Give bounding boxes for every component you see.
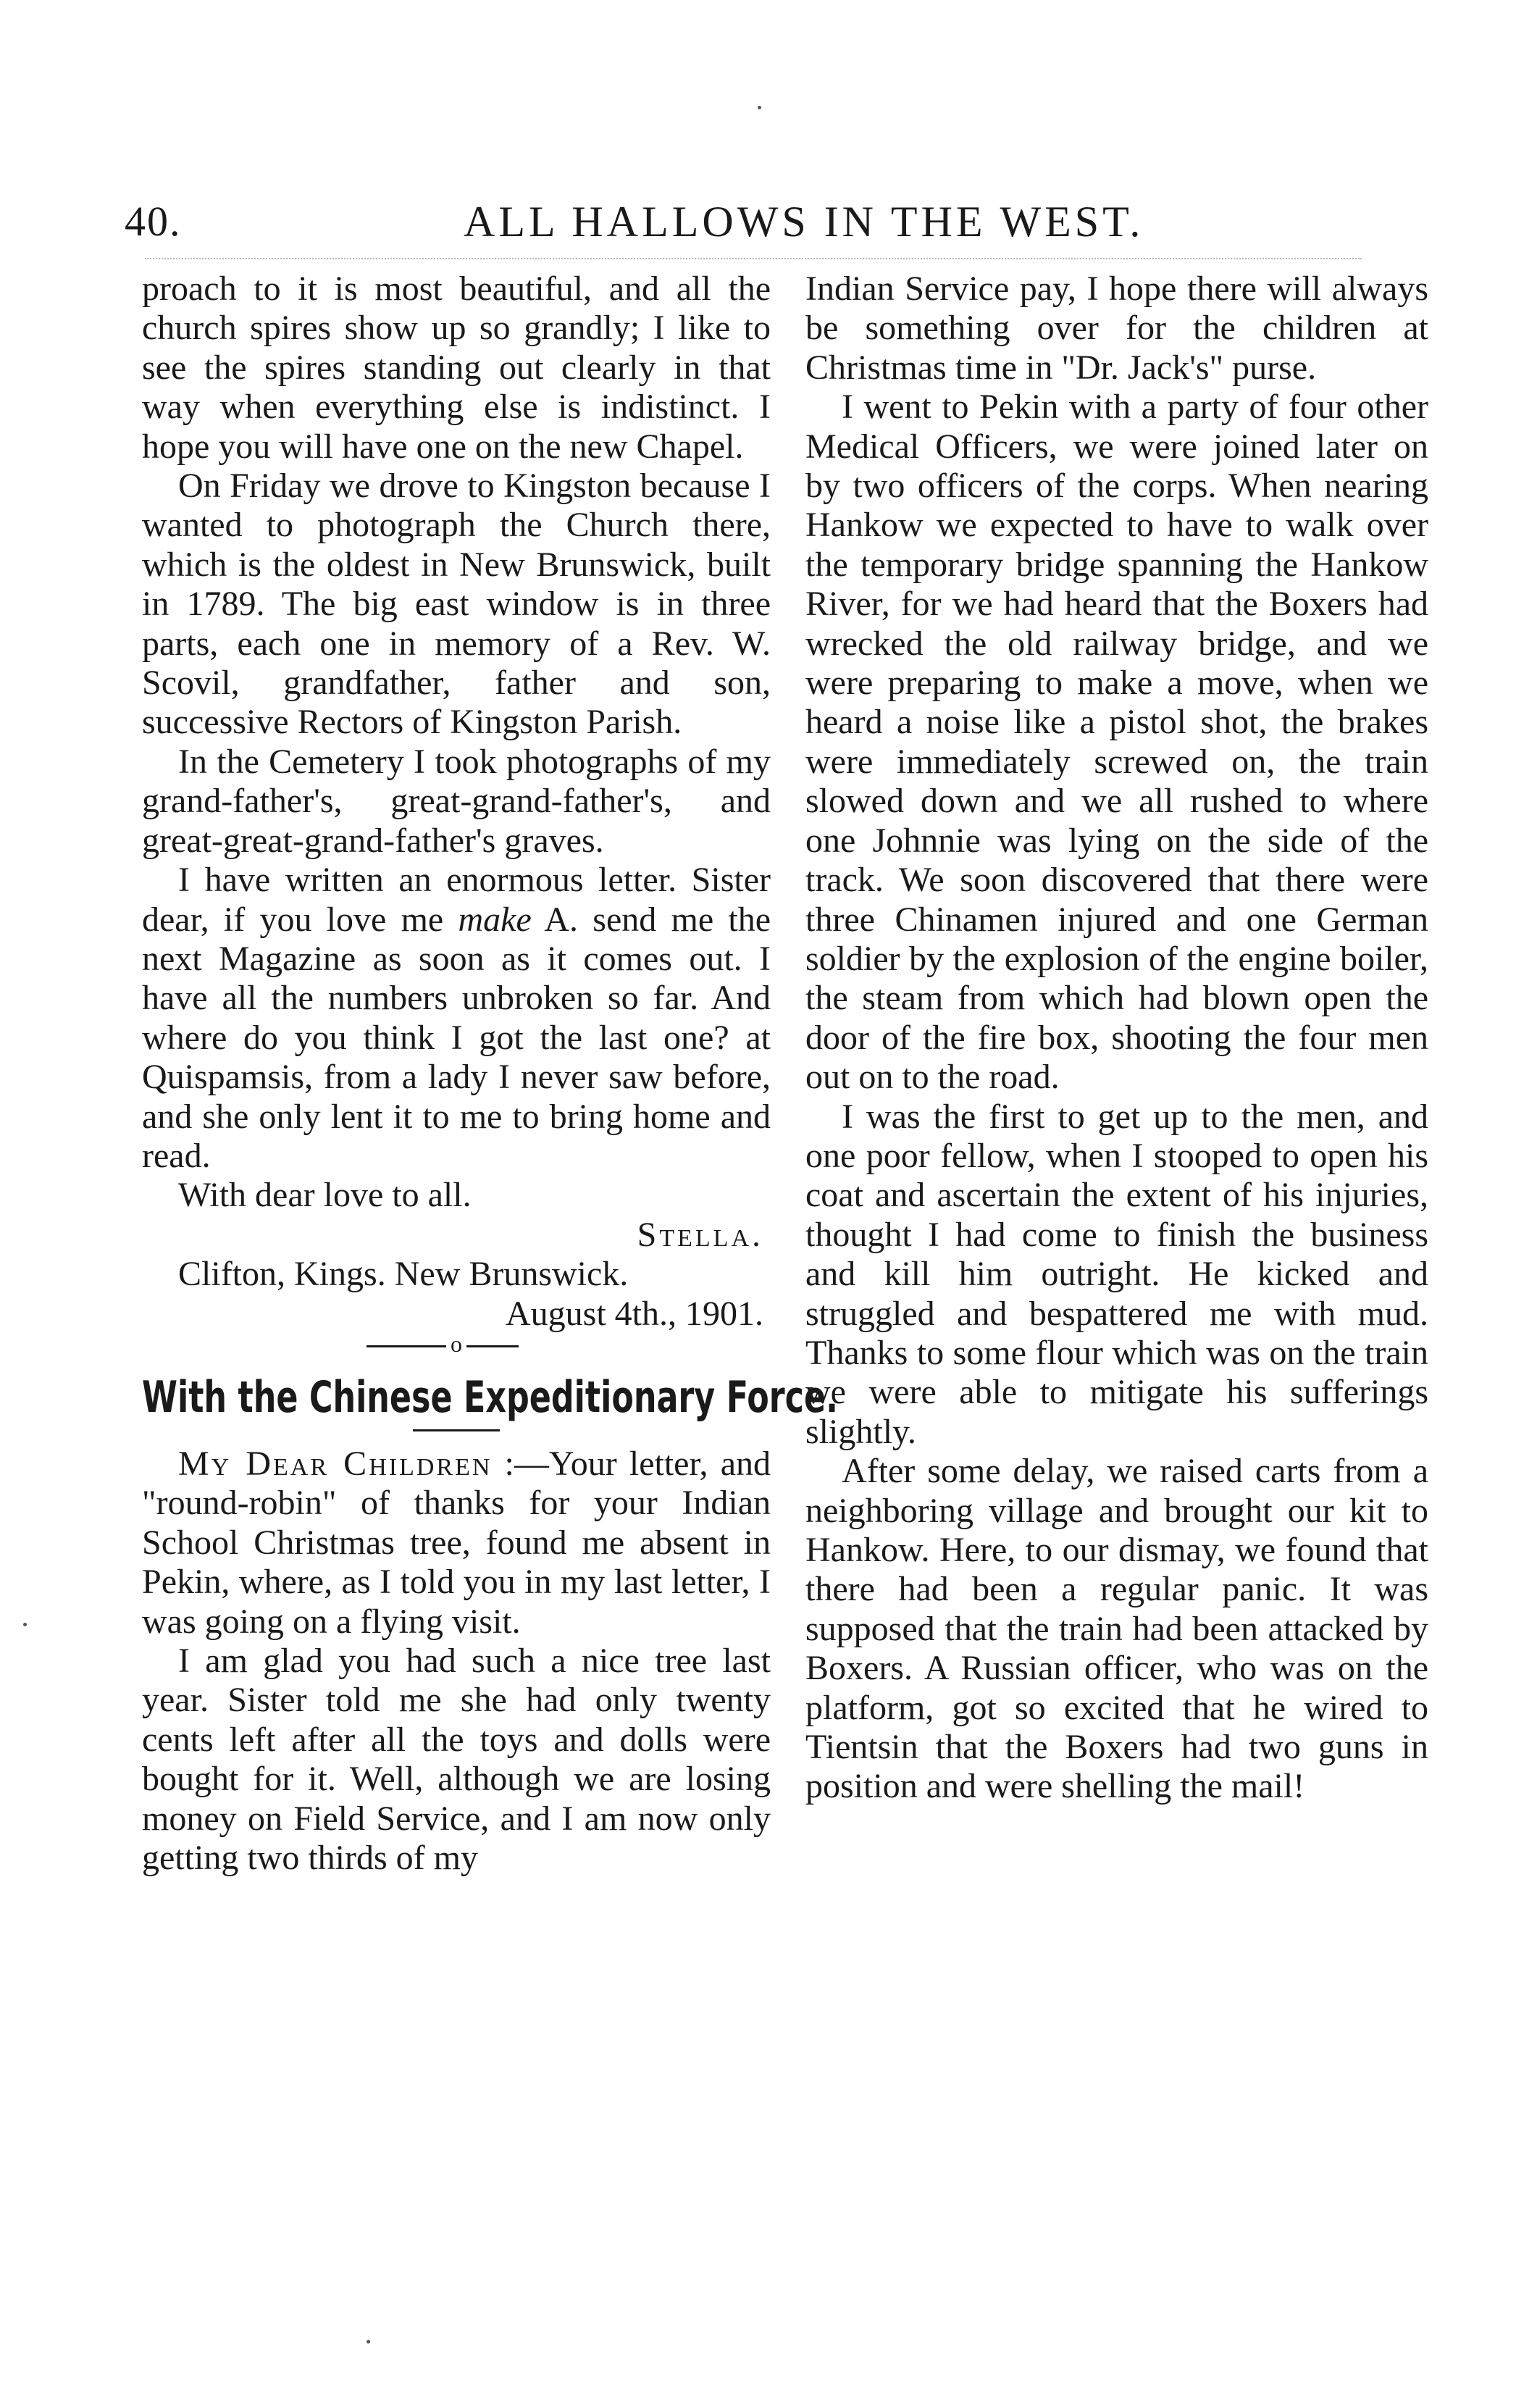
left-paragraph-1: proach to it is most beautiful, and all the church spires show up so grandly; I like to see the spires standing out clearly in that way when everything else is indistinct. I hope you will have one on the new Chapel. [142,269,771,466]
print-speck [758,106,761,109]
left-paragraph-2: On Friday we drove to Kingston because I wanted to photograph the Church there, which is the oldest in New Brunswick, built in 1789. The big east window is in three parts, each one in memory of a Rev. W. Scovil, grandfather, father and son, successive Rectors of Kingston Parish. [142,467,771,742]
article-title: With the Chinese Expeditionary Force. [142,1371,838,1423]
running-title: ALL HALLOWS IN THE WEST. [464,198,1144,246]
print-speck [23,1623,27,1626]
date-line: August 4th., 1901. [505,1294,763,1333]
left-column [142,269,838,1878]
left-paragraph-4 [142,861,771,1176]
section-divider [142,1330,771,1363]
place-line: Clifton, Kings. New Brunswick. [178,1255,629,1294]
header-rule [145,258,1362,259]
divider-rule [367,1345,519,1347]
salutation: My Dear Children [178,1444,493,1483]
left-paragraph-6: I am glad you had such a nice tree last year. Sister told me she had only twenty cents left after all the toys and dolls were bought for it. Well, although we are losing money on Field Service, and I am now only getting two thirds of my [142,1642,771,1878]
salutation-paragraph [142,1445,771,1642]
right-paragraph-2: I went to Pekin with a party of four other Medical Officers, we were joined later on by two officers of the corps. When nearing Hankow we expected to have to walk over the temporary bridge spanning the Hankow River, for we had heard that the Boxers had wrecked the old railway bridge, and we were preparing to make a move, when we heard a noise like a pistol shot, the brakes were immediately screwed on, the train slowed down and we all rushed to where one Johnnie was lying on the side of the track. We soon discovered that there were three Chinamen injured and one German soldier by the explosion of the engine boiler, the steam from which had blown open the door of the fire box, shooting the four men out on to the road. [805,388,1428,1097]
closing-line: With dear love to all. [178,1176,472,1215]
right-column [805,269,1428,1807]
signature-name: Stella. [637,1215,763,1254]
page-number: 40. [125,198,182,245]
right-paragraph-3: I was the first to get up to the men, and one poor fellow, when I stooped to open his coat and ascertain the extent of his injuries, thought I had come to finish the business and kill him outright. He kicked and struggled and bespattered me with mud. Thanks to some flour which was on the train we were able to mitigate his sufferings slightly. [805,1097,1428,1451]
print-speck [367,2340,370,2344]
right-paragraph-1: Indian Service pay, I hope there will always be something over for the children at Christmas time in "Dr. Jack's" purse. [805,269,1428,387]
signature [142,1216,763,1255]
left-paragraph-4-end: A. send me the next Magazine as soon as it comes out. I have all the numbers unbroken so far. And where do you think I got the last one? at Quispamsis, from a lady I never saw before, and she only lent it to me to bring home and read. [142,900,771,1175]
salutation-text: :—Your letter, and "round-robin" of thanks for your Indian School Christmas tree, found me absent in Pekin, where, as I told you in my last letter, I was going on a flying visit. [142,1444,771,1641]
right-paragraph-4: After some delay, we raised carts from a neighboring village and brought our kit to Hankow. Here, to our dismay, we found that there had been a regular panic. It was supposed that the train had been attacked by Boxers. A Russian officer, who was on the platform, got so excited that he wired to Tientsin that the Boxers had two guns in position and were shelling the mail! [805,1452,1428,1806]
divider-mark: o [446,1329,466,1358]
left-paragraph-3: In the Cemetery I took photographs of my grand-father's, great-grand-father's, and great-great-grand-father's graves. [142,742,771,860]
left-paragraph-4-start: I have written an enormous letter. Sister dear, if you love me [142,861,771,939]
title-rule [413,1429,500,1431]
emphasis-word: make [458,900,532,939]
